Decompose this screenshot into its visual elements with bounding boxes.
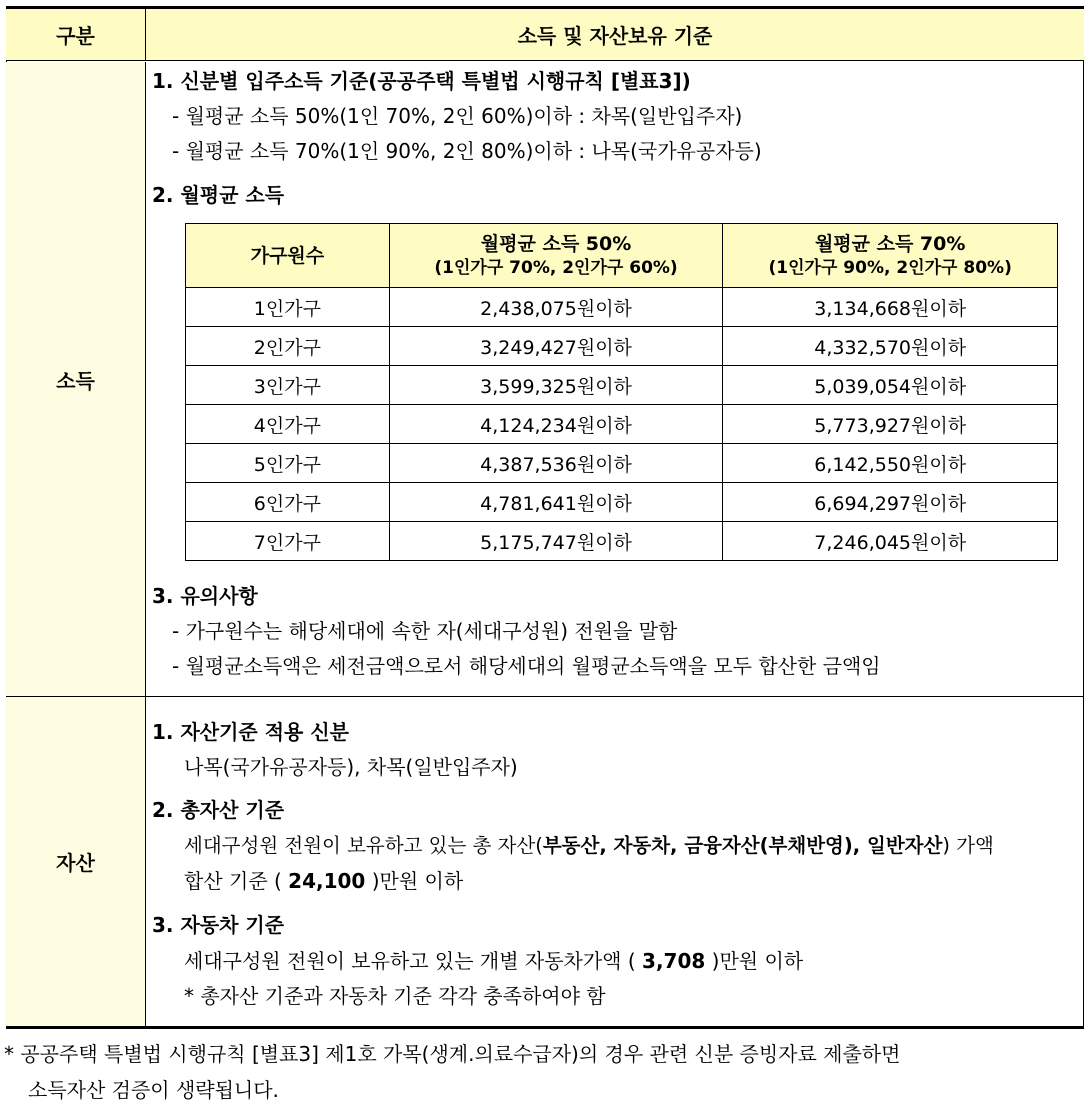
footnote-line2: 소득자산 검증이 생략됩니다. [28, 1078, 279, 1102]
assets-item2-line2-post: )만원 이하 [365, 869, 464, 893]
table-row [186, 405, 1058, 444]
col-p70-main: 월평균 소득 70% [814, 232, 966, 255]
assets-item1-line: 나목(국가유공자등), 차목(일반입주자) [184, 755, 518, 779]
total-asset-value: 24,100 [288, 869, 366, 893]
income-item3-line2: - 월평균소득액은 세전금액으로서 해당세대의 월평균소득액을 모두 합산한 금액임 [172, 654, 881, 678]
car-value: 3,708 [642, 949, 706, 973]
income-item2-title: 2. 월평균 소득 [152, 183, 285, 207]
assets-item3-line1 [184, 947, 803, 975]
income-item1-title: 1. 신분별 입주소득 기준(공공주택 특별법 시행규칙 [별표3]) [152, 69, 691, 93]
p70-cell: 7,246,045원이하 [723, 522, 1058, 561]
p50-cell: 3,599,325원이하 [389, 366, 723, 405]
assets-item3-line1-post: )만원 이하 [705, 949, 804, 973]
p70-cell: 6,142,550원이하 [723, 444, 1058, 483]
footnote-line1: * 공공주택 특별법 시행규칙 [별표3] 제1호 가목(생계.의료수급자)의 경우 관련 신분 증빙자료 제출하면 [4, 1042, 901, 1066]
p50-cell: 4,781,641원이하 [389, 483, 723, 522]
p50-cell: 3,249,427원이하 [389, 327, 723, 366]
col-p70-sub: (1인가구 90%, 2인가구 80%) [768, 257, 1012, 278]
header-gubun: 구분 [6, 9, 146, 61]
p70-cell: 5,039,054원이하 [723, 366, 1058, 405]
col-p50 [389, 224, 723, 288]
assets-item2-line2 [184, 867, 463, 895]
p50-cell: 4,387,536원이하 [389, 444, 723, 483]
assets-item3-note: * 총자산 기준과 자동차 기준 각각 충족하여야 함 [184, 984, 606, 1008]
p50-cell: 4,124,234원이하 [389, 405, 723, 444]
p70-cell: 5,773,927원이하 [723, 405, 1058, 444]
income-item3-title: 3. 유의사항 [152, 584, 258, 608]
income-table [185, 223, 1058, 561]
p50-cell: 5,175,747원이하 [389, 522, 723, 561]
income-label: 소득 [6, 62, 146, 696]
assets-item2-line1-post: ) 가액 [942, 834, 994, 857]
assets-label: 자산 [6, 697, 146, 1026]
bottom-rule [6, 1026, 1084, 1029]
assets-item2-line1-pre: 세대구성원 전원이 보유하고 있는 총 자산( [184, 834, 543, 857]
section-divider [6, 696, 1084, 697]
household-cell: 7인가구 [186, 522, 390, 561]
p70-cell: 4,332,570원이하 [723, 327, 1058, 366]
col-p50-sub: (1인가구 70%, 2인가구 60%) [434, 257, 678, 278]
col-p70 [723, 224, 1058, 288]
assets-item2-line1-bold: 부동산, 자동차, 금융자산(부채반영), 일반자산 [542, 834, 943, 857]
income-item3-line1: - 가구원수는 해당세대에 속한 자(세대구성원) 전원을 말함 [172, 619, 678, 643]
assets-item1-title: 1. 자산기준 적용 신분 [152, 720, 349, 744]
assets-item3-line1-pre: 세대구성원 전원이 보유하고 있는 개별 자동차가액 ( [184, 949, 643, 973]
household-cell: 5인가구 [186, 444, 390, 483]
p50-cell: 2,438,075원이하 [389, 288, 723, 327]
household-cell: 1인가구 [186, 288, 390, 327]
header-criteria: 소득 및 자산보유 기준 [146, 9, 1084, 61]
household-cell: 2인가구 [186, 327, 390, 366]
table-row [186, 444, 1058, 483]
p70-cell: 6,694,297원이하 [723, 483, 1058, 522]
table-row [186, 288, 1058, 327]
table-row [186, 483, 1058, 522]
col-p50-main: 월평균 소득 50% [480, 232, 632, 255]
right-border [1083, 9, 1084, 1027]
household-cell: 6인가구 [186, 483, 390, 522]
table-row [186, 522, 1058, 561]
table-row [186, 366, 1058, 405]
income-item1-line2: - 월평균 소득 70%(1인 90%, 2인 80%)이하 : 나목(국가유공자등) [172, 139, 762, 163]
household-cell: 3인가구 [186, 366, 390, 405]
col-household: 가구원수 [186, 224, 390, 288]
household-cell: 4인가구 [186, 405, 390, 444]
assets-item2-line1 [184, 832, 994, 860]
p70-cell: 3,134,668원이하 [723, 288, 1058, 327]
assets-item3-title: 3. 자동차 기준 [152, 913, 285, 937]
table-row [186, 327, 1058, 366]
assets-item2-title: 2. 총자산 기준 [152, 798, 285, 822]
table-header-row [186, 224, 1058, 288]
assets-item2-line2-pre: 합산 기준 ( [184, 869, 289, 893]
income-item1-line1: - 월평균 소득 50%(1인 70%, 2인 60%)이하 : 차목(일반입주자) [172, 104, 743, 128]
